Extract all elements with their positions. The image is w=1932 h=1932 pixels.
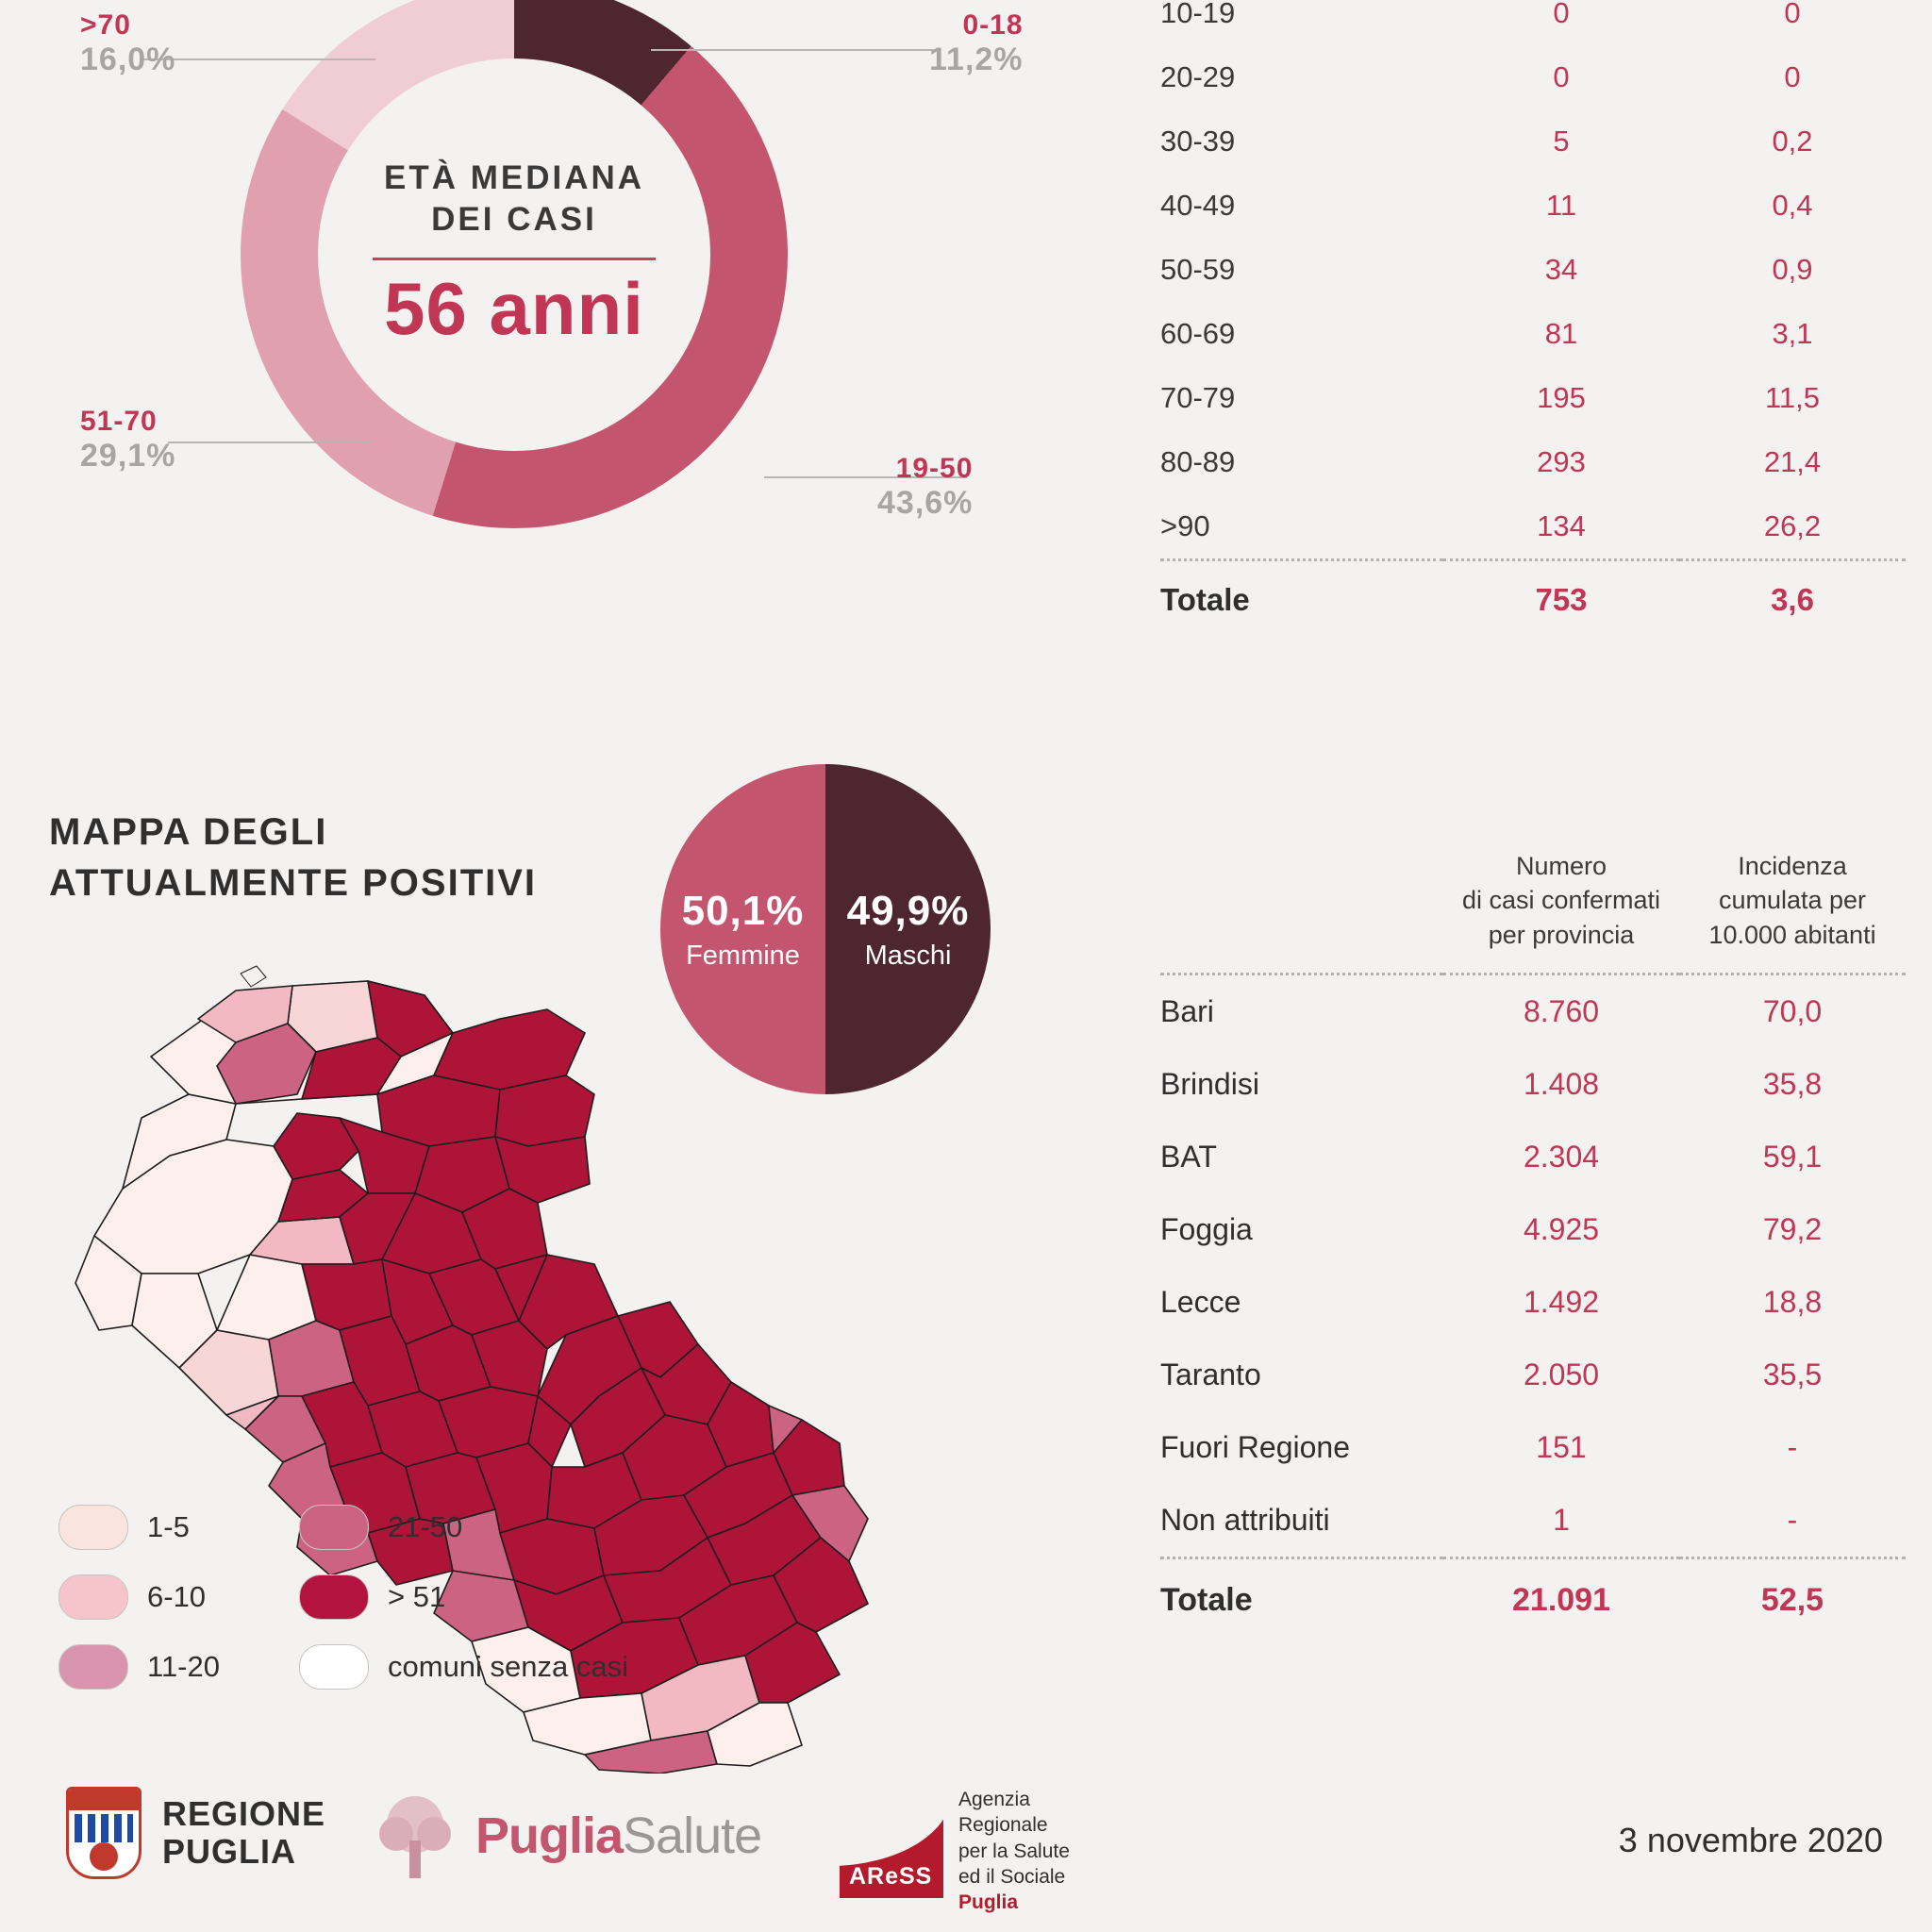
legend-swatch-21-50 (299, 1505, 369, 1550)
legend-item-1-5 (58, 1505, 299, 1550)
donut-label-19-50-key: 19-50 (895, 453, 974, 484)
map-title-line1: MAPPA DEGLI (49, 811, 328, 853)
donut-label-0-18 (929, 9, 1024, 78)
province-row-rate: 79,2 (1762, 1212, 1823, 1247)
province-row-name: Taranto (1160, 1357, 1261, 1392)
female-caption: Femmine (686, 940, 800, 971)
table-row (1160, 45, 1906, 109)
age-row-label: 80-89 (1160, 445, 1236, 478)
legend-item-6-10 (58, 1574, 299, 1620)
female-percent: 50,1% (681, 887, 805, 934)
table-row (1160, 1193, 1906, 1266)
donut-label-51-70-key: 51-70 (80, 406, 158, 437)
legend-row-2 (58, 1574, 757, 1620)
table-row (1160, 1048, 1906, 1121)
province-row-cases: 2.050 (1523, 1357, 1600, 1392)
age-table-element (1160, 0, 1906, 633)
age-row-cases: 34 (1544, 253, 1578, 286)
table-row (1160, 0, 1906, 45)
table-row (1160, 1484, 1906, 1558)
table-row (1160, 174, 1906, 238)
province-row-cases: 4.925 (1523, 1212, 1600, 1247)
province-row-name: Fuori Regione (1160, 1430, 1350, 1465)
regione-label-line1: REGIONE (162, 1794, 326, 1834)
province-header-incidence-l3: 10.000 abitanti (1708, 920, 1876, 949)
legend-swatch-no-cases (299, 1644, 369, 1690)
regione-label-line2: PUGLIA (162, 1832, 297, 1871)
donut-title-line1: ETÀ MEDIANA (383, 159, 645, 197)
table-row (1160, 238, 1906, 302)
legend-swatch-over-51 (299, 1574, 369, 1620)
province-row-rate: - (1787, 1503, 1798, 1538)
legend-item-no-cases (299, 1644, 628, 1690)
donut-label-0-18-value: 11,2% (929, 42, 1024, 77)
province-row-name: Lecce (1160, 1285, 1241, 1320)
age-row-cases: 134 (1537, 509, 1586, 542)
age-total-label: Totale (1160, 582, 1250, 617)
legend-row-1 (58, 1505, 757, 1550)
province-total-row (1160, 1559, 1906, 1638)
age-row-rate: 11,5 (1764, 381, 1821, 414)
table-row (1160, 1411, 1906, 1484)
aress-line3: per la Salute (958, 1840, 1070, 1862)
table-row (1160, 975, 1906, 1048)
province-table-element (1160, 973, 1906, 1638)
map-title (49, 807, 537, 908)
province-row-rate: - (1787, 1430, 1798, 1465)
province-row-cases: 151 (1536, 1430, 1587, 1465)
donut-label-0-18-key: 0-18 (962, 9, 1024, 41)
age-row-cases: 11 (1545, 189, 1577, 222)
province-header-incidence-l1: Incidenza (1738, 852, 1847, 880)
report-date: 3 novembre 2020 (1618, 1821, 1883, 1859)
table-row (1160, 1266, 1906, 1339)
aress-line1: Agenzia (958, 1789, 1030, 1810)
age-row-label: 40-49 (1160, 189, 1236, 222)
male-percent: 49,9% (846, 887, 970, 934)
province-header-incidence (1679, 849, 1906, 952)
age-row-label: 30-39 (1160, 125, 1236, 158)
donut-label-70plus-value: 16,0% (80, 42, 176, 77)
province-row-cases: 1.408 (1523, 1067, 1600, 1102)
leader-line-0-18 (651, 49, 934, 51)
legend-label-6-10: 6-10 (147, 1580, 207, 1613)
age-row-label: 10-19 (1160, 0, 1236, 29)
age-row-cases: 293 (1537, 445, 1586, 478)
age-row-rate: 26,2 (1763, 509, 1822, 542)
legend-label-11-20: 11-20 (147, 1650, 220, 1683)
male-caption: Maschi (864, 940, 952, 971)
province-table (1160, 849, 1906, 1638)
aress-logo (840, 1787, 1070, 1915)
age-total-row (1160, 561, 1906, 633)
province-row-cases: 1 (1553, 1503, 1570, 1538)
province-row-cases: 8.760 (1523, 994, 1600, 1029)
age-donut-chart (241, 0, 788, 528)
table-row (1160, 109, 1906, 174)
age-incidence-table (1160, 0, 1906, 633)
province-row-rate: 70,0 (1762, 994, 1823, 1029)
province-row-rate: 59,1 (1762, 1140, 1823, 1174)
province-total-cases: 21.091 (1512, 1582, 1610, 1619)
legend-label-1-5: 1-5 (147, 1510, 190, 1543)
province-header-cases (1443, 849, 1679, 952)
table-row (1160, 430, 1906, 494)
aress-mark-text: AReSS (849, 1863, 933, 1890)
age-donut-panel (0, 0, 1113, 745)
donut-center-label (318, 58, 710, 451)
province-header-cases-l2: di casi confermati (1461, 886, 1661, 915)
province-row-rate: 18,8 (1762, 1285, 1823, 1320)
donut-label-19-50 (877, 453, 973, 522)
legend-label-over-51: > 51 (388, 1580, 446, 1613)
age-row-rate: 3,1 (1772, 317, 1813, 350)
footer (0, 1774, 1932, 1914)
age-row-cases: 5 (1553, 125, 1570, 158)
map-legend (58, 1505, 757, 1714)
province-header-incidence-l2: cumulata per (1718, 886, 1867, 915)
donut-divider (373, 258, 656, 260)
province-header-cases-l1: Numero (1515, 852, 1607, 880)
donut-label-19-50-value: 43,6% (877, 485, 974, 521)
puglia-logo-light: Salute (623, 1807, 762, 1864)
province-row-name: Foggia (1160, 1212, 1253, 1247)
province-row-name: Bari (1160, 994, 1214, 1029)
age-row-cases: 81 (1544, 317, 1578, 350)
aress-line5: Puglia (958, 1891, 1019, 1914)
legend-item-21-50 (299, 1505, 540, 1550)
donut-title-line2: DEI CASI (431, 201, 597, 238)
aress-mark-icon (840, 1804, 943, 1898)
age-row-rate: 0,9 (1772, 253, 1813, 286)
legend-swatch-1-5 (58, 1505, 128, 1550)
age-row-cases: 0 (1553, 60, 1570, 93)
table-row (1160, 302, 1906, 366)
province-row-cases: 1.492 (1523, 1285, 1600, 1320)
province-row-cases: 2.304 (1523, 1140, 1600, 1174)
legend-swatch-11-20 (58, 1644, 128, 1690)
donut-label-70plus-key: >70 (80, 9, 131, 41)
aress-line2: Regionale (958, 1814, 1048, 1837)
age-row-label: 20-29 (1160, 60, 1236, 93)
province-total-rate: 52,5 (1760, 1582, 1824, 1619)
province-row-name: Non attribuiti (1160, 1503, 1330, 1538)
leader-line-51-70 (168, 441, 371, 443)
age-row-rate: 0,2 (1772, 125, 1813, 158)
age-row-label: 60-69 (1160, 317, 1236, 350)
age-row-label: 50-59 (1160, 253, 1236, 286)
age-row-rate: 21,4 (1763, 445, 1822, 478)
table-row (1160, 494, 1906, 560)
province-row-name: Brindisi (1160, 1067, 1259, 1102)
table-row (1160, 1121, 1906, 1193)
donut-median-age: 56 anni (384, 266, 644, 350)
legend-label-no-cases: comuni senza casi (388, 1650, 629, 1683)
province-row-rate: 35,8 (1762, 1067, 1823, 1102)
regione-crest-icon (66, 1787, 142, 1879)
age-row-rate: 0 (1784, 60, 1801, 93)
province-total-label: Totale (1160, 1582, 1253, 1619)
legend-label-21-50: 21-50 (388, 1510, 463, 1543)
province-row-rate: 35,5 (1762, 1357, 1823, 1392)
regione-puglia-logo (66, 1787, 325, 1879)
legend-row-3 (58, 1644, 757, 1690)
puglia-logo-bold: Puglia (475, 1807, 624, 1864)
olive-tree-icon (368, 1789, 462, 1883)
puglia-salute-logo (368, 1789, 761, 1883)
age-total-rate: 3,6 (1771, 582, 1814, 617)
legend-item-11-20 (58, 1644, 299, 1690)
age-row-rate: 0 (1784, 0, 1801, 29)
province-table-header (1160, 849, 1906, 973)
table-row (1160, 366, 1906, 430)
legend-swatch-6-10 (58, 1574, 128, 1620)
aress-line4: ed il Sociale (958, 1865, 1066, 1888)
legend-item-over-51 (299, 1574, 540, 1620)
province-header-cases-l3: per provincia (1488, 920, 1635, 949)
table-row (1160, 1339, 1906, 1411)
donut-label-51-70 (80, 406, 175, 475)
age-row-label: 70-79 (1160, 381, 1236, 414)
age-row-cases: 195 (1537, 381, 1586, 414)
donut-label-70plus (80, 9, 175, 78)
age-total-cases: 753 (1535, 582, 1588, 617)
map-title-line2: ATTUALMENTE POSITIVI (49, 862, 538, 904)
age-row-cases: 0 (1553, 0, 1570, 29)
province-row-name: BAT (1160, 1140, 1217, 1174)
age-row-rate: 0,4 (1772, 189, 1813, 222)
age-row-label: >90 (1160, 509, 1210, 542)
donut-label-51-70-value: 29,1% (80, 438, 176, 474)
